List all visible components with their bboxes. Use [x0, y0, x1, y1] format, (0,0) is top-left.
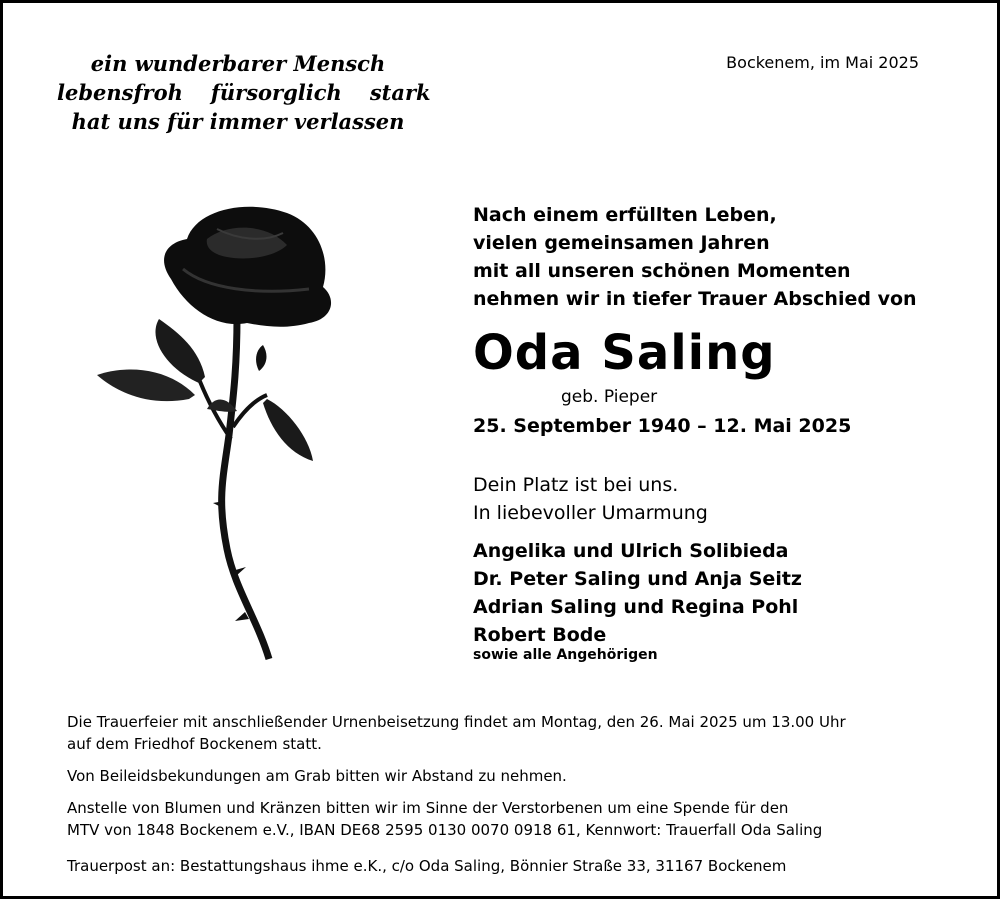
intro-line-4: nehmen wir in tiefer Trauer Abschied von — [473, 288, 917, 310]
motto — [43, 49, 433, 136]
ceremony-line-1: Die Trauerfeier mit anschließender Urnenbeisetzung findet am Montag, den 26. Mai 2025 um 13.00 Uhr — [67, 713, 846, 731]
farewell-line-2: In liebevoller Umarmung — [473, 502, 708, 524]
other-relatives: sowie alle Angehörigen — [473, 647, 658, 663]
motto-line-2 — [43, 78, 433, 107]
mourner: Robert Bode — [473, 624, 607, 646]
donation-line-1: Anstelle von Blumen und Kränzen bitten wir im Sinne der Verstorbenen um eine Spende für den — [67, 799, 789, 817]
intro-line-1: Nach einem erfüllten Leben, — [473, 204, 777, 226]
farewell-line-1: Dein Platz ist bei uns. — [473, 474, 679, 496]
deceased-name: Oda Saling — [473, 325, 776, 381]
mail-address: Trauerpost an: Bestattungshaus ihme e.K., c/o Oda Saling, Bönnier Straße 33, 31167 Bockenem — [67, 857, 787, 875]
donation-line-2: MTV von 1848 Bockenem e.V., IBAN DE68 2595 0130 0070 0918 61, Kennwort: Trauerfall Oda Saling — [67, 821, 823, 839]
funeral-notes — [67, 711, 947, 877]
birth-name: geb. Pieper — [561, 387, 658, 407]
black-rose-icon — [87, 199, 337, 669]
mourner: Angelika und Ulrich Solibieda — [473, 540, 789, 562]
farewell-text — [473, 471, 708, 527]
mourner: Adrian Saling und Regina Pohl — [473, 596, 799, 618]
intro-text — [473, 201, 917, 313]
life-dates: 25. September 1940 – 12. Mai 2025 — [473, 415, 852, 437]
mourner: Dr. Peter Saling und Anja Seitz — [473, 568, 802, 590]
motto-line-1: ein wunderbarer Mensch — [90, 51, 386, 76]
condolence-note: Von Beileidsbekundungen am Grab bitten wir Abstand zu nehmen. — [67, 767, 567, 785]
motto-line-3: hat uns für immer verlassen — [71, 109, 405, 134]
motto-word-3: stark — [369, 80, 431, 105]
place-date: Bockenem, im Mai 2025 — [726, 53, 919, 72]
mourners-list — [473, 537, 802, 649]
motto-word-1: lebensfroh — [57, 80, 183, 105]
intro-line-2: vielen gemeinsamen Jahren — [473, 232, 770, 254]
motto-word-2: fürsorglich — [210, 80, 342, 105]
ceremony-line-2: auf dem Friedhof Bockenem statt. — [67, 735, 322, 753]
intro-line-3: mit all unseren schönen Momenten — [473, 260, 851, 282]
